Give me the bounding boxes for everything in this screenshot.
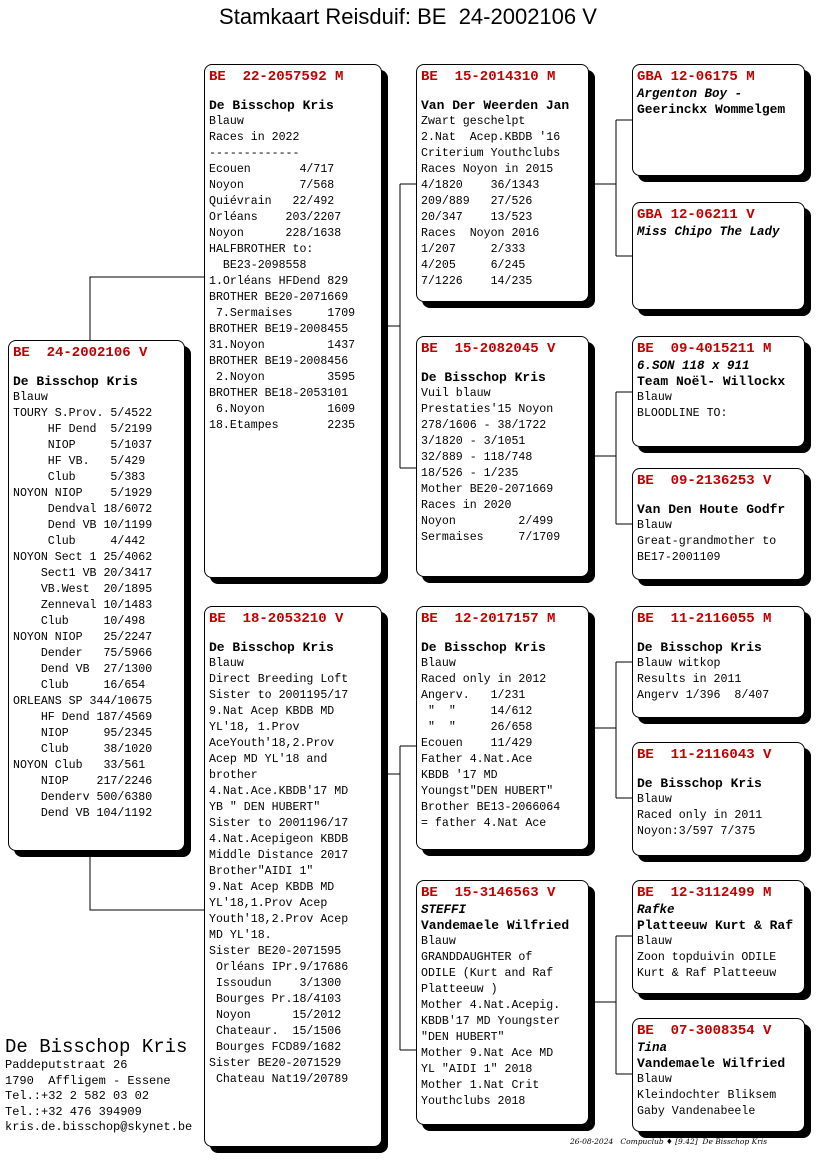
info-line: Prestaties'15 Noyon	[421, 403, 554, 416]
owner-name: Vandemaele Wilfried	[637, 1056, 786, 1071]
pigeon-card	[632, 468, 805, 580]
pigeon-card	[632, 336, 805, 447]
owner-name: Van Den Houte Godfr	[637, 502, 786, 517]
info-line: 18/526 - 1/235	[421, 467, 519, 480]
breeder-info	[5, 1036, 192, 1136]
page-title: Stamkaart Reisduif: BE 24-2002106 V	[219, 4, 597, 29]
info-line: YL "AIDI 1" 2018	[421, 1063, 533, 1076]
info-line: Brother BE13-2066064	[421, 801, 561, 814]
info-line: brother	[209, 769, 258, 782]
info-line: Blauw	[637, 519, 672, 532]
info-line: Races Noyon 2016	[421, 227, 540, 240]
spacer	[209, 628, 381, 640]
info-line: 18.Etampes 2235	[209, 419, 356, 432]
pigeon-name: Miss Chipo The Lady	[637, 225, 780, 239]
info-line: HF VB. 5/429	[13, 455, 146, 468]
info-line: Races Noyon in 2015	[421, 163, 554, 176]
info-line: HF Dend 187/4569	[13, 711, 153, 724]
ring-number: BE 12-2017157 M	[421, 611, 556, 627]
info-line: Middle Distance 2017	[209, 849, 349, 862]
info-line: Platteeuw )	[421, 983, 498, 996]
info-line: Denderv 500/6380	[13, 791, 153, 804]
spacer	[421, 628, 588, 640]
info-line: Noyon 15/2012	[209, 1009, 342, 1022]
pigeon-name: STEFFI	[421, 903, 467, 917]
footer: 26-08-2024 Compuclub ♦ [9.42] De Bisschop Kris	[570, 1137, 768, 1146]
info-line: Races in 2022	[209, 131, 300, 144]
info-line: NIOP 95/2345	[13, 727, 153, 740]
info-line: Great-grandmother to	[637, 535, 777, 548]
info-line: Quiévrain 22/492	[209, 195, 335, 208]
info-line: Mother 1.Nat Crit	[421, 1079, 540, 1092]
pigeon-card	[204, 64, 382, 578]
connector-subject-dam	[90, 851, 204, 910]
info-line: NOYON Club 33/561	[13, 759, 146, 772]
ring-number: BE 11-2116043 V	[637, 747, 772, 763]
info-line: 7.Sermaises 1709	[209, 307, 356, 320]
owner-name: Vandemaele Wilfried	[421, 918, 570, 933]
info-line: TOURY S.Prov. 5/4522	[13, 407, 153, 420]
info-line: NOYON NIOP 5/1929	[13, 487, 153, 500]
pigeon-card	[416, 880, 589, 1125]
info-line: HF Dend 5/2199	[13, 423, 153, 436]
pigeon-name: Rafke	[637, 903, 675, 917]
info-line: Dend VB 27/1300	[13, 663, 153, 676]
info-line: Results in 2011	[637, 673, 742, 686]
info-line: Direct Breeding Loft	[209, 673, 349, 686]
info-line: Dend VB 10/1199	[13, 519, 153, 532]
pigeon-card	[632, 880, 805, 994]
info-line: ORLEANS SP 344/10675	[13, 695, 153, 708]
info-line: BE23-2098558	[209, 259, 307, 272]
info-line: "DEN HUBERT"	[421, 1031, 505, 1044]
info-line: NOYON NIOP 25/2247	[13, 631, 153, 644]
info-line: Orléans 203/2207	[209, 211, 342, 224]
info-line: 4/205 6/245	[421, 259, 526, 272]
ring-number: BE 11-2116055 M	[637, 611, 772, 627]
info-line: Club 38/1020	[13, 743, 153, 756]
info-line: Kurt & Raf Platteeuw	[637, 967, 777, 980]
info-line: Noyon 228/1638	[209, 227, 342, 240]
connector-b3-parents	[589, 120, 632, 256]
info-line: BLOODLINE TO:	[637, 407, 728, 420]
info-line: Mother BE20-2071669	[421, 483, 554, 496]
info-line: Youthclubs 2018	[421, 1095, 526, 1108]
info-line: Orléans IPr.9/17686	[209, 961, 349, 974]
info-line: Kleindochter Bliksem	[637, 1089, 777, 1102]
pigeon-name: Argenton Boy -	[637, 87, 743, 101]
breeder-email: kris.de.bisschop@skynet.be	[5, 1120, 193, 1134]
info-line: 20/347 13/523	[421, 211, 533, 224]
info-line: Club 4/442	[13, 535, 146, 548]
info-line: Blauw	[637, 935, 672, 948]
info-line: 1.Orléans HFDend 829	[209, 275, 349, 288]
ring-number: BE 15-3146563 V	[421, 885, 556, 901]
pigeon-name: 6.SON 118 x 911	[637, 359, 750, 373]
ring-number: BE 07-3008354 V	[637, 1023, 772, 1039]
info-line: 2.Noyon 3595	[209, 371, 356, 384]
info-line: HALFBROTHER to:	[209, 243, 314, 256]
info-line: 209/889 27/526	[421, 195, 533, 208]
spacer	[13, 362, 184, 374]
info-line: 31.Noyon 1437	[209, 339, 356, 352]
info-line: = father 4.Nat Ace	[421, 817, 547, 830]
info-line: Noyon 7/568	[209, 179, 335, 192]
info-line: Sect1 VB 20/3417	[13, 567, 153, 580]
info-line: Zenneval 10/1483	[13, 599, 153, 612]
ring-number: BE 09-2136253 V	[637, 473, 772, 489]
info-line: YB " DEN HUBERT"	[209, 801, 321, 814]
info-line: BROTHER BE20-2071669	[209, 291, 349, 304]
info-line: Ecouen 4/717	[209, 163, 335, 176]
info-line: Gaby Vandenabeele	[637, 1105, 756, 1118]
info-line: Sermaises 7/1709	[421, 531, 561, 544]
info-line: 1/207 2/333	[421, 243, 526, 256]
info-line: MD YL'18.	[209, 929, 272, 942]
info-line: Mother 9.Nat Ace MD	[421, 1047, 554, 1060]
pigeon-card	[8, 340, 185, 851]
info-line: Angerv. 1/231	[421, 689, 526, 702]
info-line: NOYON Sect 1 25/4062	[13, 551, 153, 564]
info-line: YL'18, 1.Prov	[209, 721, 300, 734]
info-line: 9.Nat Acep KBDB MD	[209, 881, 335, 894]
info-line: Blauw	[209, 657, 244, 670]
owner-name: De Bisschop Kris	[637, 640, 762, 655]
ring-number: BE 22-2057592 M	[209, 69, 344, 85]
info-line: YL'18,1.Prov Acep	[209, 897, 328, 910]
pigeon-card	[632, 64, 805, 176]
info-line: 6.Noyon 1609	[209, 403, 356, 416]
info-line: Raced only in 2012	[421, 673, 547, 686]
info-line: Races in 2020	[421, 499, 512, 512]
pigeon-card	[204, 606, 382, 1147]
pigeon-card	[632, 606, 805, 718]
info-line: 9.Nat Acep KBDB MD	[209, 705, 335, 718]
info-line: Father 4.Nat.Ace	[421, 753, 533, 766]
owner-name: De Bisschop Kris	[209, 640, 334, 655]
breeder-address: Paddeputstraat 26	[5, 1058, 128, 1072]
info-line: Blauw	[637, 1073, 672, 1086]
info-line: Chateau Nat19/20789	[209, 1073, 349, 1086]
owner-name: Platteeuw Kurt & Raf	[637, 918, 794, 933]
info-line: Blauw	[209, 115, 244, 128]
spacer	[637, 490, 804, 502]
info-line: Dender 75/5966	[13, 647, 153, 660]
spacer	[421, 86, 588, 98]
breeder-phone: Tel.:+32 2 582 03 02	[5, 1089, 150, 1103]
info-line: Angerv 1/396 8/407	[637, 689, 770, 702]
info-line: Noyon 2/499	[421, 515, 554, 528]
info-line: Issoudun 3/1300	[209, 977, 342, 990]
info-line: Ecouen 11/429	[421, 737, 533, 750]
info-line: Youth'18,2.Prov Acep	[209, 913, 349, 926]
info-line: 32/889 - 118/748	[421, 451, 533, 464]
connector-subject-sire	[90, 277, 204, 340]
info-line: -------------	[209, 147, 300, 160]
owner-name: De Bisschop Kris	[637, 776, 762, 791]
owner-name: De Bisschop Kris	[13, 374, 138, 389]
info-line: VB.West 20/1895	[13, 583, 153, 596]
info-line: BROTHER BE19-2008455	[209, 323, 349, 336]
info-line: Club 10/498	[13, 615, 146, 628]
info-line: 4.Nat.Acepigeon KBDB	[209, 833, 349, 846]
info-line: Zwart geschelpt	[421, 115, 526, 128]
spacer	[421, 358, 588, 370]
info-line: Blauw	[421, 935, 456, 948]
connector-b6-parents	[589, 936, 632, 1074]
pigeon-card	[416, 606, 589, 850]
info-line: BROTHER BE19-2008456	[209, 355, 349, 368]
pigeon-card	[416, 336, 589, 577]
info-line: Brother"AIDI 1"	[209, 865, 314, 878]
pigeon-name: Tina	[637, 1041, 668, 1055]
ring-number: GBA 12-06175 M	[637, 69, 755, 85]
breeder-mobile: Tel.:+32 476 394909	[5, 1104, 142, 1119]
info-line: Youngst"DEN HUBERT"	[421, 785, 554, 798]
ring-number: BE 15-2082045 V	[421, 341, 556, 357]
info-line: Mother 4.Nat.Acepig.	[421, 999, 561, 1012]
info-line: Blauw	[637, 793, 672, 806]
info-line: KBDB '17 MD	[421, 769, 498, 782]
owner-name: De Bisschop Kris	[421, 370, 546, 385]
info-line: Sister BE20-2071595	[209, 945, 342, 958]
connector-b5-parents	[589, 662, 632, 798]
breeder-name: De Bisschop Kris	[5, 1036, 188, 1058]
breeder-city: 1790 Affligem - Essene	[5, 1073, 171, 1088]
pigeon-card	[632, 1018, 805, 1132]
connector-sire-parents	[382, 184, 416, 468]
pigeon-card	[632, 202, 805, 310]
info-line: Dend VB 104/1192	[13, 807, 153, 820]
ring-number: BE 24-2002106 V	[13, 345, 148, 361]
pigeon-card	[416, 64, 589, 302]
info-line: 7/1226 14/235	[421, 275, 533, 288]
info-line: BE17-2001109	[637, 551, 721, 564]
info-line: 2.Nat Acep.KBDB '16	[421, 131, 561, 144]
info-line: Noyon:3/597 7/375	[637, 825, 756, 838]
info-line: 4.Nat.Ace.KBDB'17 MD	[209, 785, 349, 798]
owner-name: Van Der Weerden Jan	[421, 98, 570, 113]
info-line: AceYouth'18,2.Prov	[209, 737, 335, 750]
connector-dam-parents	[382, 746, 416, 1050]
ring-number: BE 18-2053210 V	[209, 611, 344, 627]
info-line: Bourges FCD89/1682	[209, 1041, 342, 1054]
info-line: Blauw	[421, 657, 456, 670]
info-line: Sister to 2001196/17	[209, 817, 349, 830]
info-line: Zoon topduivin ODILE	[637, 951, 777, 964]
spacer	[637, 764, 804, 776]
info-line: Chateaur. 15/1506	[209, 1025, 342, 1038]
info-line: 3/1820 - 3/1051	[421, 435, 526, 448]
info-line: KBDB'17 MD Youngster	[421, 1015, 561, 1028]
info-line: 4/1820 36/1343	[421, 179, 540, 192]
info-line: NIOP 217/2246	[13, 775, 153, 788]
connector-b4-parents	[589, 392, 632, 524]
info-line: Club 16/654	[13, 679, 146, 692]
info-line: Blauw witkop	[637, 657, 721, 670]
spacer	[637, 628, 804, 640]
owner-name: Geerinckx Wommelgem	[637, 102, 786, 117]
info-line: Sister to 2001195/17	[209, 689, 349, 702]
ring-number: BE 09-4015211 M	[637, 341, 772, 357]
info-line: Blauw	[637, 391, 672, 404]
info-line: Dendval 18/6072	[13, 503, 153, 516]
info-line: GRANDDAUGHTER of	[421, 951, 533, 964]
info-line: Club 5/383	[13, 471, 146, 484]
info-line: ODILE (Kurt and Raf	[421, 967, 554, 980]
spacer	[209, 86, 381, 98]
info-line: 278/1606 - 38/1722	[421, 419, 547, 432]
info-line: Sister BE20-2071529	[209, 1057, 342, 1070]
info-line: " " 14/612	[421, 705, 533, 718]
info-line: Blauw	[13, 391, 48, 404]
info-line: Vuil blauw	[421, 387, 491, 400]
owner-name: De Bisschop Kris	[421, 640, 546, 655]
info-line: BROTHER BE18-2053101	[209, 387, 349, 400]
info-line: NIOP 5/1037	[13, 439, 153, 452]
ring-number: BE 12-3112499 M	[637, 885, 772, 901]
info-line: " " 26/658	[421, 721, 533, 734]
pigeon-card	[632, 742, 805, 856]
info-line: Acep MD YL'18 and	[209, 753, 328, 766]
info-line: Bourges Pr.18/4103	[209, 993, 342, 1006]
info-line: Raced only in 2011	[637, 809, 763, 822]
ring-number: GBA 12-06211 V	[637, 207, 755, 223]
owner-name: De Bisschop Kris	[209, 98, 334, 113]
info-line: Criterium Youthclubs	[421, 147, 561, 160]
ring-number: BE 15-2014310 M	[421, 69, 556, 85]
owner-name: Team Noël- Willockx	[637, 374, 786, 389]
